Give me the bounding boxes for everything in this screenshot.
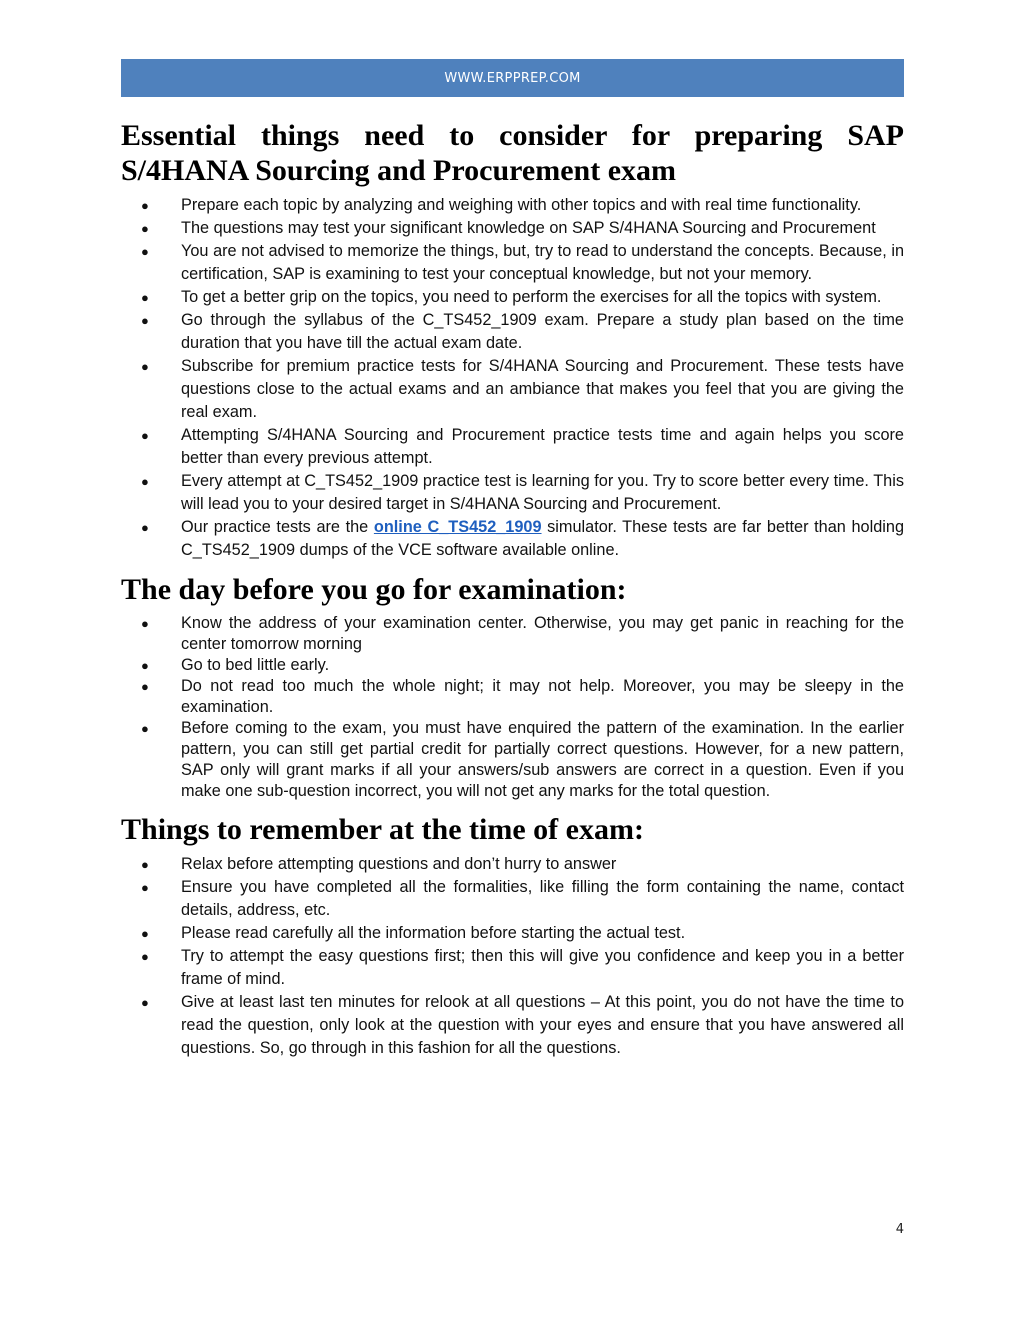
list-item: ● Go to bed little early. <box>141 656 330 674</box>
section-title-essential: Essential things need to consider for preparing SAP S/4HANA Sourcing and Procurement exam <box>121 119 904 187</box>
bullet-icon: ● <box>141 658 149 673</box>
bullet-icon: ● <box>141 198 149 213</box>
list-item: ● You are not advised to memorize the things, but, try to read to understand the concepts. Because, in certification, SAP is examining to test your conceptual knowledge, but not your memory. <box>141 242 904 283</box>
list-item: ● Relax before attempting questions and don’t hurry to answer <box>121 853 904 876</box>
bullet-icon: ● <box>141 926 149 941</box>
list-item: ● Before coming to the exam, you must have enquired the pattern of the examination. In the earlier pattern, you can still get partial credit for partially correct questions. However, for a new pattern, SAP only will grant marks if all your answers/sub answers are correct in a question. Even if you make one sub-question incorrect, you will not get any marks for the total question. <box>141 719 904 800</box>
section-title-day-before: The day before you go for examination: <box>121 573 627 606</box>
bullet-icon: ● <box>141 616 149 631</box>
list-item: ● Know the address of your examination center. Otherwise, you may get panic in reaching for the center tomorrow morning <box>141 614 904 653</box>
essential-list <box>121 194 904 562</box>
bullet-icon: ● <box>141 857 149 872</box>
section-title-exam-time: Things to remember at the time of exam: <box>121 813 644 846</box>
bullet-icon: ● <box>141 290 149 305</box>
page-number: 4 <box>895 1222 904 1237</box>
list-item: ● Our practice tests are the online C_TS452_1909 simulator. These tests are far better than holding C_TS452_1909 dumps of the VCE software available online. <box>141 518 904 559</box>
day-before-list <box>121 613 904 802</box>
bullet-icon: ● <box>141 359 149 374</box>
list-item: ● Give at least last ten minutes for relook at all questions – At this point, you do not have the time to read the question, only look at the question with your eyes and ensure that you have answered all questions. So, go through in this fashion for all the questions. <box>141 993 904 1057</box>
bullet-icon: ● <box>141 313 149 328</box>
list-item: ● Try to attempt the easy questions first; then this will give you confidence and keep you in a better frame of mind. <box>141 947 904 988</box>
bullet-icon: ● <box>141 428 149 443</box>
list-item: ● Go through the syllabus of the C_TS452_1909 exam. Prepare a study plan based on the time duration that you have till the actual exam date. <box>141 311 904 352</box>
site-url: WWW.ERPPREP.COM <box>444 70 581 86</box>
bullet-icon: ● <box>141 721 149 736</box>
simulator-link[interactable]: online C_TS452_1909 <box>373 518 542 536</box>
list-item: ● Ensure you have completed all the formalities, like filling the form containing the name, contact details, address, etc. <box>141 878 904 919</box>
list-item: ● Subscribe for premium practice tests for S/4HANA Sourcing and Procurement. These tests have questions close to the actual exams and an ambiance that makes you feel that you are giving the real exam. <box>141 357 904 421</box>
bullet-icon: ● <box>141 221 149 236</box>
bullet-icon: ● <box>141 679 149 694</box>
bullet-icon: ● <box>141 520 149 535</box>
list-item: ● Prepare each topic by analyzing and weighing with other topics and with real time functionality. <box>121 194 904 217</box>
list-item: ● To get a better grip on the topics, you need to perform the exercises for all the topics with system. <box>121 286 904 309</box>
document-body <box>121 118 904 1070</box>
exam-time-list <box>121 853 904 1060</box>
bullet-icon: ● <box>141 244 149 259</box>
bullet-icon: ● <box>141 880 149 895</box>
list-item: ● Please read carefully all the information before starting the actual test. <box>121 922 904 945</box>
list-item: ● Every attempt at C_TS452_1909 practice test is learning for you. Try to score better every time. This will lead you to your desired target in S/4HANA Sourcing and Procurement. <box>141 472 904 513</box>
bullet-icon: ● <box>141 474 149 489</box>
bullet-icon: ● <box>141 949 149 964</box>
list-item: ● Do not read too much the whole night; it may not help. Moreover, you may be sleepy in the examination. <box>141 677 904 716</box>
bullet-icon: ● <box>141 995 149 1010</box>
list-item: ● The questions may test your significant knowledge on SAP S/4HANA Sourcing and Procurement <box>121 217 904 240</box>
site-header-bar <box>121 59 904 97</box>
list-item: ● Attempting S/4HANA Sourcing and Procurement practice tests time and again helps you score better than every previous attempt. <box>141 426 904 467</box>
